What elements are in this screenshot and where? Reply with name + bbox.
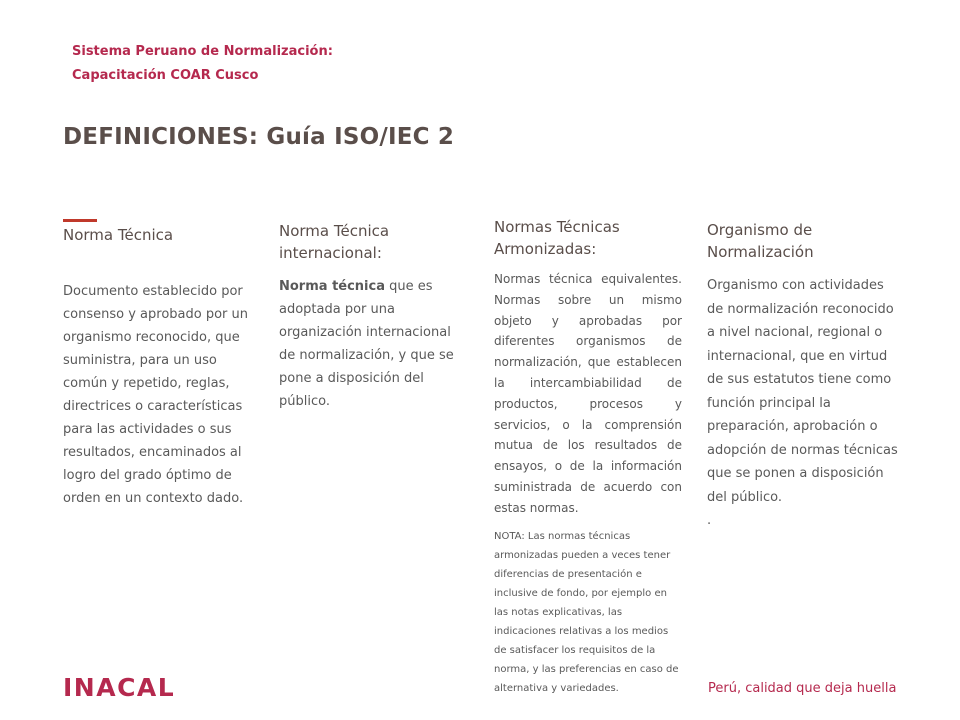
- definition-body: Documento establecido por consenso y aprobado por un organismo reconocido, que suministra, para un uso común y repetido, reglas, directrices o características para las actividades o sus resultados, encaminados al logro del grado óptimo de orden en un contexto dado.: [63, 284, 248, 506]
- definition-body-text: que es adoptada por una organización internacional de normalización, y que se pone a disposición del público.: [279, 279, 454, 409]
- definition-body-emphasis: Norma técnica: [279, 279, 385, 294]
- definition-title: Norma Técnica internacional:: [279, 222, 390, 262]
- inacal-logo: INACAL: [63, 673, 176, 702]
- footer-tagline: Perú, calidad que deja huella: [708, 681, 897, 696]
- accent-bar: [63, 219, 97, 222]
- page-title: DEFINICIONES: Guía ISO/IEC 2: [63, 124, 455, 150]
- header-line-1: Sistema Peruano de Normalización:: [72, 44, 333, 59]
- definition-body: Normas técnica equivalentes. Normas sobre un mismo objeto y aprobadas por diferentes organismos de normalización, que establecen la intercambiabilidad de productos, procesos y servicios, o la comprensión mutua de los resultados de ensayos, o de la información suministrada de acuerdo con estas normas.: [494, 272, 682, 515]
- definition-body-text: Organismo con actividades de normalización reconocido a nivel nacional, regional o internacional, que en virtud de sus estatutos tiene como función principal la preparación, aprobación o adopción de normas técnicas que se ponen a disposición del público.: [707, 278, 898, 505]
- header-line-2: Capacitación COAR Cusco: [72, 68, 259, 83]
- definition-column-organismo-normalizacion: [707, 219, 899, 533]
- definition-title: Normas Técnicas Armonizadas:: [494, 218, 620, 258]
- definition-column-normas-armonizadas: [494, 216, 682, 698]
- definition-note: NOTA: Las normas técnicas armonizadas pueden a veces tener diferencias de presentación e inclusive de fondo, por ejemplo en las notas explicativas, las indicaciones relativas a los medios de satisfacer los requisitos de la norma, y las preferencias en caso de alternativa y variedades.: [494, 530, 679, 694]
- definition-title: Organismo de Normalización: [707, 221, 814, 261]
- definition-column-norma-tecnica-internacional: [279, 220, 459, 413]
- definition-body: [279, 275, 459, 413]
- definition-trailing-mark: .: [707, 513, 712, 528]
- definition-column-norma-tecnica: [63, 224, 253, 510]
- definition-body: [707, 274, 899, 533]
- definition-title: Norma Técnica: [63, 226, 174, 244]
